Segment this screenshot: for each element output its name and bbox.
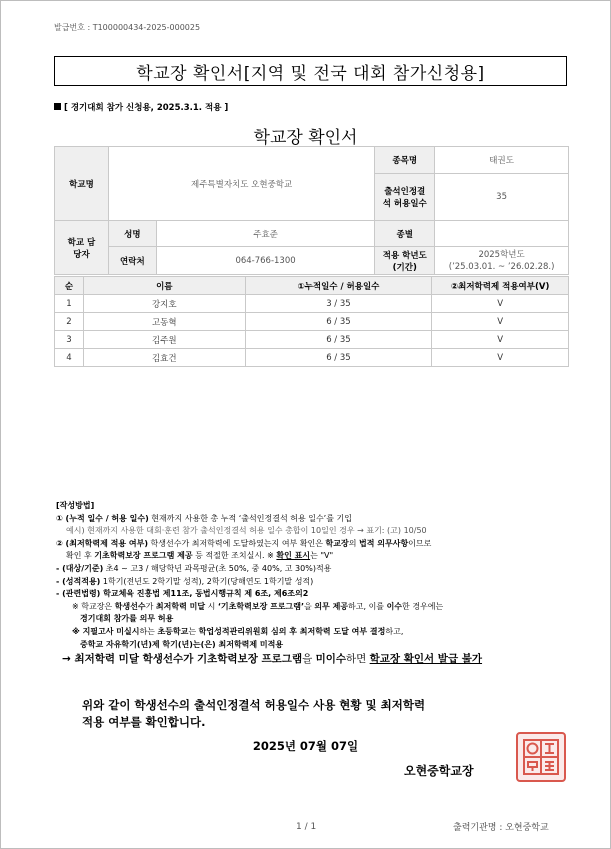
method-text: 하고,: [385, 626, 404, 636]
manager-label: 학교 담당자: [55, 221, 109, 275]
issue-number: 발급번호 : T100000434-2025-000025: [54, 23, 201, 32]
issue-date: 2025년 07월 07일: [252, 739, 359, 753]
allowed-days-label: 출석인정결석 허용일수: [375, 174, 435, 221]
warn-text: 을: [302, 653, 316, 666]
method-text: 학교장: [325, 538, 349, 548]
row-name: 강지호: [83, 295, 245, 313]
info-table: [54, 146, 569, 275]
year-period: (’25.03.01. ~ ’26.02.28.): [448, 261, 555, 272]
method-line-3: [56, 538, 571, 551]
table-row: [55, 331, 569, 349]
method-text: 확인 표시: [276, 551, 311, 561]
gender-value: [435, 221, 569, 247]
header-days: ①누적일수 / 허용일수: [245, 277, 432, 295]
row-no: 4: [55, 349, 84, 367]
method-text: ※ 학교장은: [72, 601, 115, 611]
event-label: 종목명: [375, 147, 435, 174]
method-text: 의: [348, 538, 360, 548]
warn-text: 학교장 확인서 발급 불가: [369, 653, 483, 666]
gender-label: 종별: [375, 221, 435, 247]
warn-text: 미이수: [315, 653, 347, 666]
warn-text: 기초학력보장 프로그램: [197, 653, 303, 666]
method-line-1: [56, 513, 571, 526]
method-text: 가: [145, 601, 156, 611]
row-check: V: [432, 313, 569, 331]
warn-text: 하면: [346, 653, 370, 666]
method-text: 시: [205, 601, 218, 611]
method-line-9: 경기대회 참가를 의무 허용: [80, 614, 174, 624]
writing-method: [56, 500, 571, 666]
year-cell: [435, 247, 569, 275]
row-days: 6 / 35: [245, 349, 432, 367]
method-text: 는 "V": [310, 551, 334, 561]
method-line-5: [56, 563, 571, 576]
square-bullet-icon: [54, 103, 61, 110]
row-name: 김주원: [83, 331, 245, 349]
confirmation-line-1: 위와 같이 학생선수의 출석인정결석 허용일수 사용 현황 및 최저학력: [82, 698, 426, 712]
method-text: - (대상/기준): [56, 563, 104, 573]
subheading: [54, 101, 228, 113]
method-text: 학생선수가 최저학력에 도달하였는지 여부 확인은: [148, 538, 326, 548]
method-text: 학생선수: [114, 601, 146, 611]
confirmation-statement: [82, 697, 425, 731]
method-line-6: [56, 576, 571, 589]
row-check: V: [432, 295, 569, 313]
table-row: [55, 313, 569, 331]
row-no: 1: [55, 295, 84, 313]
method-text: 1학기(전년도 2학기말 성적), 2학기(당해연도 1학기말 성적): [100, 576, 314, 586]
student-list-table: [54, 276, 569, 367]
subheading-text: [ 경기대회 참가 신청용, 2025.3.1. 적용 ]: [64, 103, 229, 113]
method-text: 확인 후: [66, 551, 95, 561]
method-line-4: [56, 550, 571, 563]
row-days: 3 / 35: [245, 295, 432, 313]
method-text: 하는: [139, 626, 158, 636]
allowed-days-value: 35: [435, 174, 569, 221]
row-name: 김효건: [83, 349, 245, 367]
method-text: ‘기초학력보장 프로그램’: [217, 601, 305, 611]
warn-text: → 최저학력 미달 학생선수가: [62, 653, 197, 666]
name-value: 주효준: [156, 221, 374, 247]
row-days: 6 / 35: [245, 331, 432, 349]
seal-pattern-icon: [521, 737, 561, 777]
method-text: ※ 지필고사 미실시: [72, 626, 140, 636]
header-name: 이름: [83, 277, 245, 295]
method-line-10: [56, 626, 571, 639]
document-title: 학교장 확인서: [253, 128, 358, 148]
main-title: 학교장 확인서[지역 및 전국 대회 참가신청용]: [54, 56, 567, 86]
event-value: 태권도: [435, 147, 569, 174]
table-row: [55, 349, 569, 367]
issuing-institution: 출력기관명 : 오현중학교: [453, 823, 549, 833]
contact-label: 연락처: [108, 247, 156, 275]
method-text: 을: [304, 601, 315, 611]
method-text: 기초학력보장 프로그램 제공: [94, 551, 193, 561]
page-number: 1 / 1: [296, 822, 317, 832]
method-text: 법적 의무사항: [359, 538, 409, 548]
method-text: 현재까지 사용한 총 누적 ‘출석인정결석 허용 일수’를 기입: [148, 513, 352, 523]
row-days: 6 / 35: [245, 313, 432, 331]
method-text: 의무 제공: [314, 601, 349, 611]
method-text: 는: [188, 626, 199, 636]
row-no: 3: [55, 331, 84, 349]
method-text: 이므로: [408, 538, 432, 548]
method-text: 최저학력 미달: [155, 601, 206, 611]
warning-line: [56, 653, 571, 666]
method-text: 초4 ~ 고3 / 해당학년 과목평균(초 50%, 중 40%, 고 30%)적용: [103, 563, 332, 573]
year-label: 적용 학년도 (기간): [375, 247, 435, 275]
row-no: 2: [55, 313, 84, 331]
table-row: [55, 295, 569, 313]
method-text: 이수: [386, 601, 403, 611]
school-value: 제주특별자치도 오현중학교: [108, 147, 374, 221]
method-text: 한 경우에는: [402, 601, 444, 611]
method-text: 등 적절한 조치실시. ※: [192, 551, 277, 561]
method-text: ② (최저학력제 적용 여부): [56, 538, 148, 548]
school-label: 학교명: [55, 147, 109, 221]
header-min-grade: ②최저학력제 적용여부(V): [432, 277, 569, 295]
row-name: 고동혁: [83, 313, 245, 331]
method-line-8: [56, 601, 571, 614]
header-no: 순: [55, 277, 84, 295]
name-label: 성명: [108, 221, 156, 247]
year-value: 2025학년도: [478, 249, 525, 260]
method-line-7: - (관련법령) 학교체육 진흥법 제11조, 동법시행규칙 제 6조, 제6조의2: [56, 589, 309, 599]
row-check: V: [432, 331, 569, 349]
method-text: 초등학교: [157, 626, 189, 636]
method-text: - (성적적용): [56, 576, 101, 586]
method-heading: [작성방법]: [56, 501, 95, 510]
official-seal-icon: [516, 732, 566, 782]
method-line-11: 중학교 자유학기(년)제 학기(년)는(은) 최저학력제 미적용: [80, 639, 284, 649]
principal-name: 오현중학교장: [404, 764, 474, 778]
method-text: 하고, 이를: [348, 601, 387, 611]
confirmation-line-2: 적용 여부를 확인합니다.: [82, 715, 206, 729]
contact-value: 064-766-1300: [156, 247, 374, 275]
method-text: 학업성적관리위원회 심의 후 최저학력 도달 여부 결정: [198, 626, 386, 636]
row-check: V: [432, 349, 569, 367]
method-line-2: 예시) 현재까지 사용한 대회·훈련 참가 출석인정결석 허용 일수 총합이 10일인 경우 → 표기: (고) 10/50: [66, 526, 427, 536]
method-text: ① (누적 일수 / 허용 일수): [56, 513, 149, 523]
